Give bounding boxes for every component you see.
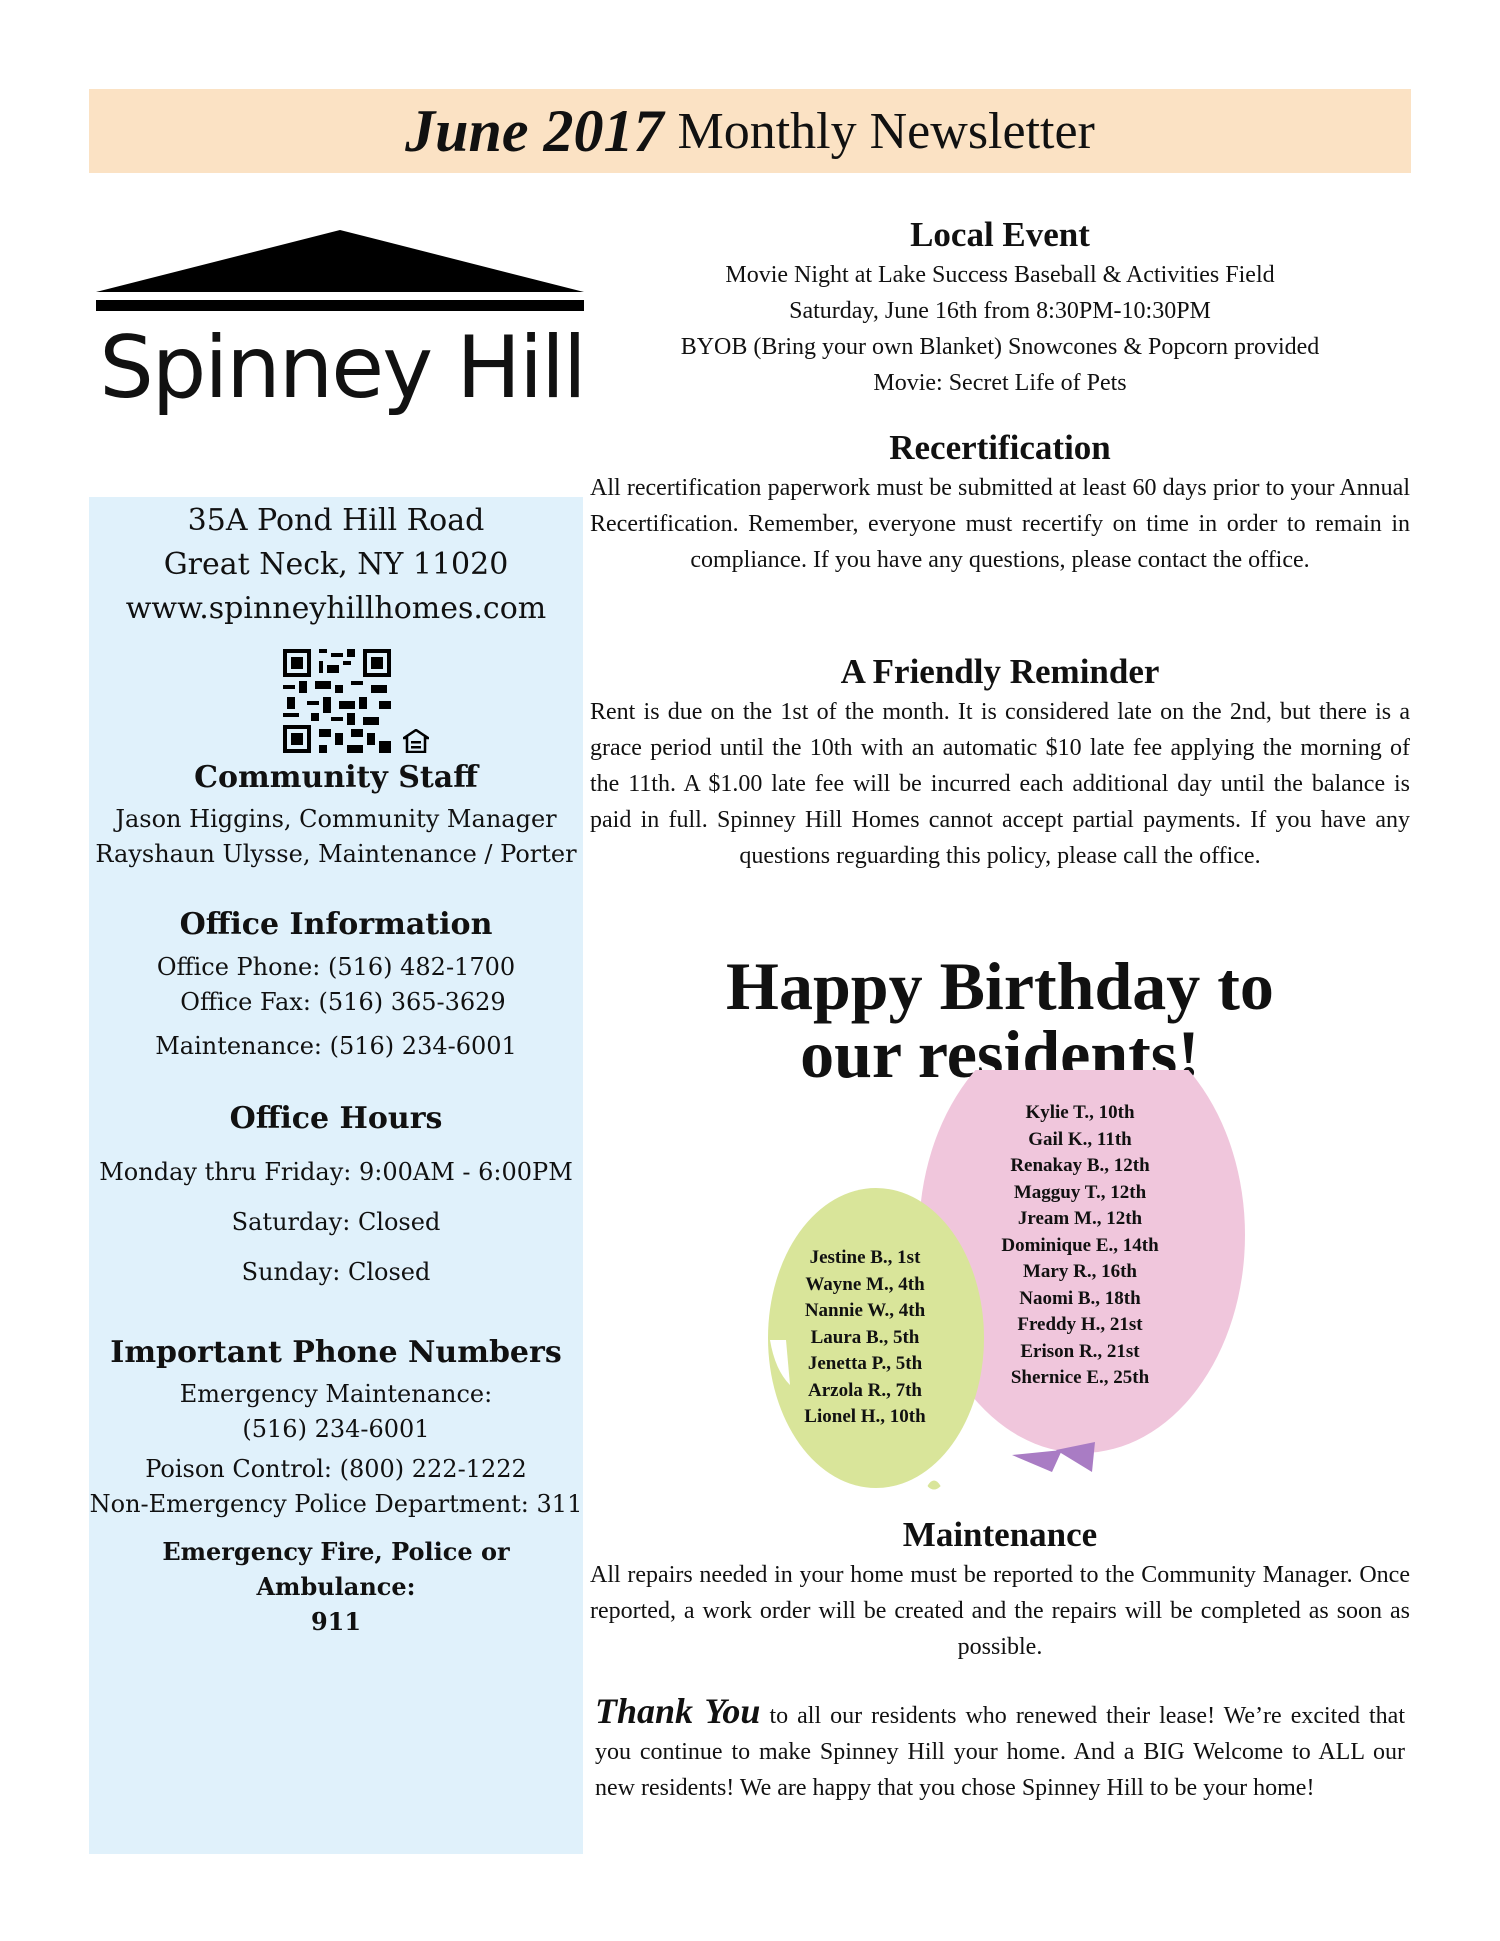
birthday-entry: Shernice E., 25th [1010, 1367, 1150, 1388]
birthday-entry: Kylie T., 10th [1025, 1102, 1135, 1123]
event-line: Saturday, June 16th from 8:30PM-10:30PM [789, 298, 1211, 324]
newsletter-banner [89, 89, 1411, 173]
maintenance-heading: Maintenance [902, 1515, 1098, 1554]
recertification-section [590, 428, 1410, 578]
staff-list [89, 802, 583, 872]
emergency-number: 911 [310, 1607, 362, 1636]
poison-control: Poison Control: (800) 222-1222 [145, 1455, 527, 1483]
police-non-emergency: Non-Emergency Police Department: 311 [89, 1490, 583, 1518]
local-event-heading: Local Event [910, 215, 1090, 254]
emergency-maintenance-number: (516) 234-6001 [242, 1415, 430, 1443]
office-hours-heading: Office Hours [229, 1101, 443, 1136]
pink-balloon-list [970, 1100, 1190, 1392]
qr-code-icon[interactable] [283, 649, 391, 753]
event-line: Movie: Secret Life of Pets [873, 370, 1127, 396]
maintenance-phone: Maintenance: (516) 234-6001 [155, 1032, 517, 1060]
local-event-section [590, 215, 1410, 401]
birthday-entry: Jenetta P., 5th [807, 1353, 923, 1374]
office-fax: Office Fax: (516) 365-3629 [180, 988, 506, 1016]
birthday-entry: Lionel H., 10th [804, 1406, 926, 1427]
maintenance-text: All repairs needed in your home must be reported to the Community Manager. Once reported, a work order will be created and the repairs will be completed as soon as possible. [590, 1562, 1410, 1660]
address-block [89, 497, 583, 631]
birthday-entry: Jream M., 12th [1017, 1208, 1143, 1229]
birthday-entry: Magguy T., 12th [1013, 1181, 1147, 1203]
newsletter-month: June 2017 [405, 97, 664, 164]
reminder-section [590, 652, 1410, 874]
birthday-heading [660, 948, 1340, 1092]
equal-housing-icon [403, 729, 429, 753]
birthday-entry: Wayne M., 4th [805, 1273, 925, 1295]
birthday-entry: Dominique E., 14th [1001, 1234, 1159, 1256]
community-staff-heading: Community Staff [194, 760, 478, 795]
birthday-entry: Freddy H., 21st [1017, 1314, 1143, 1335]
logo-wordmark: Spinney Hill [99, 318, 585, 418]
birthday-entry: Naomi B., 18th [1019, 1287, 1141, 1309]
reminder-heading: A Friendly Reminder [840, 652, 1160, 691]
address-street: 35A Pond Hill Road [187, 503, 485, 538]
birthday-heading-line: Happy Birthday to [726, 948, 1274, 1024]
phone-numbers-heading: Important Phone Numbers [110, 1335, 562, 1370]
birthday-entry: Erison R., 21st [1020, 1340, 1140, 1362]
birthday-entry: Laura B., 5th [810, 1326, 920, 1348]
reminder-text: Rent is due on the 1st of the month. It is considered late on the 2nd, but there is a grace period until the 10th with an automatic $10 late fee applying the morning of the 11th. A $1.00 late fee will be incurred each additional day until the balance is paid in full. Spinney Hill Homes cannot accept partial payments. If you have any questions reguarding this policy, please call the office. [590, 699, 1410, 869]
office-phone: Office Phone: (516) 482-1700 [156, 953, 516, 981]
thank-you-paragraph [595, 1693, 1405, 1806]
maintenance-section [590, 1515, 1410, 1665]
office-info-heading: Office Information [179, 907, 493, 942]
birthday-heading-line: our residents! [800, 1016, 1200, 1092]
event-line: Movie Night at Lake Success Baseball & Activities Field [725, 262, 1275, 288]
thank-you-lead: Thank You [595, 1691, 761, 1731]
office-hours-list [89, 1147, 583, 1297]
hours-saturday: Saturday: Closed [231, 1208, 441, 1236]
event-line: BYOB (Bring your own Blanket) Snowcones & Popcorn provided [680, 334, 1320, 360]
office-info-list [89, 950, 583, 1064]
birthday-entry: Nannie W., 4th [804, 1300, 926, 1321]
hours-sunday: Sunday: Closed [241, 1258, 431, 1286]
birthday-entry: Gail K., 11th [1028, 1128, 1132, 1150]
address-city: Great Neck, NY 11020 [163, 547, 509, 582]
birthday-entry: Arzola R., 7th [808, 1379, 922, 1401]
birthday-entry: Jestine B., 1st [809, 1247, 921, 1268]
recertification-text: All recertification paperwork must be submitted at least 60 days prior to your Annual Recertification. Remember, everyone must recertify on time in order to remain in compliance. If you have any questions, please contact the office. [590, 475, 1410, 573]
recertification-heading: Recertification [889, 428, 1111, 467]
staff-member: Rayshaun Ulysse, Maintenance / Porter [95, 840, 577, 868]
local-event-details [590, 257, 1410, 401]
hours-weekdays: Monday thru Friday: 9:00AM - 6:00PM [99, 1158, 573, 1186]
birthday-entry: Mary R., 16th [1023, 1261, 1137, 1282]
newsletter-title: Monthly Newsletter [677, 102, 1095, 160]
birthday-entry: Renakay B., 12th [1010, 1155, 1150, 1176]
green-balloon-list [770, 1245, 960, 1431]
website-link[interactable]: www.spinneyhillhomes.com [125, 591, 547, 626]
staff-member: Jason Higgins, Community Manager [115, 805, 557, 833]
emergency-label: Emergency Fire, Police or Ambulance: [162, 1537, 510, 1601]
emergency-maintenance-label: Emergency Maintenance: [179, 1380, 493, 1408]
phone-numbers-list [89, 1377, 583, 1639]
thank-you-text: to all our residents who renewed their lease! We’re excited that you continue to make Spinney Hill your home. And a BIG Welcome to ALL our new residents! We are happy that you chose Spinney Hill to be your home! [595, 1703, 1405, 1801]
sidebar [89, 497, 583, 1854]
